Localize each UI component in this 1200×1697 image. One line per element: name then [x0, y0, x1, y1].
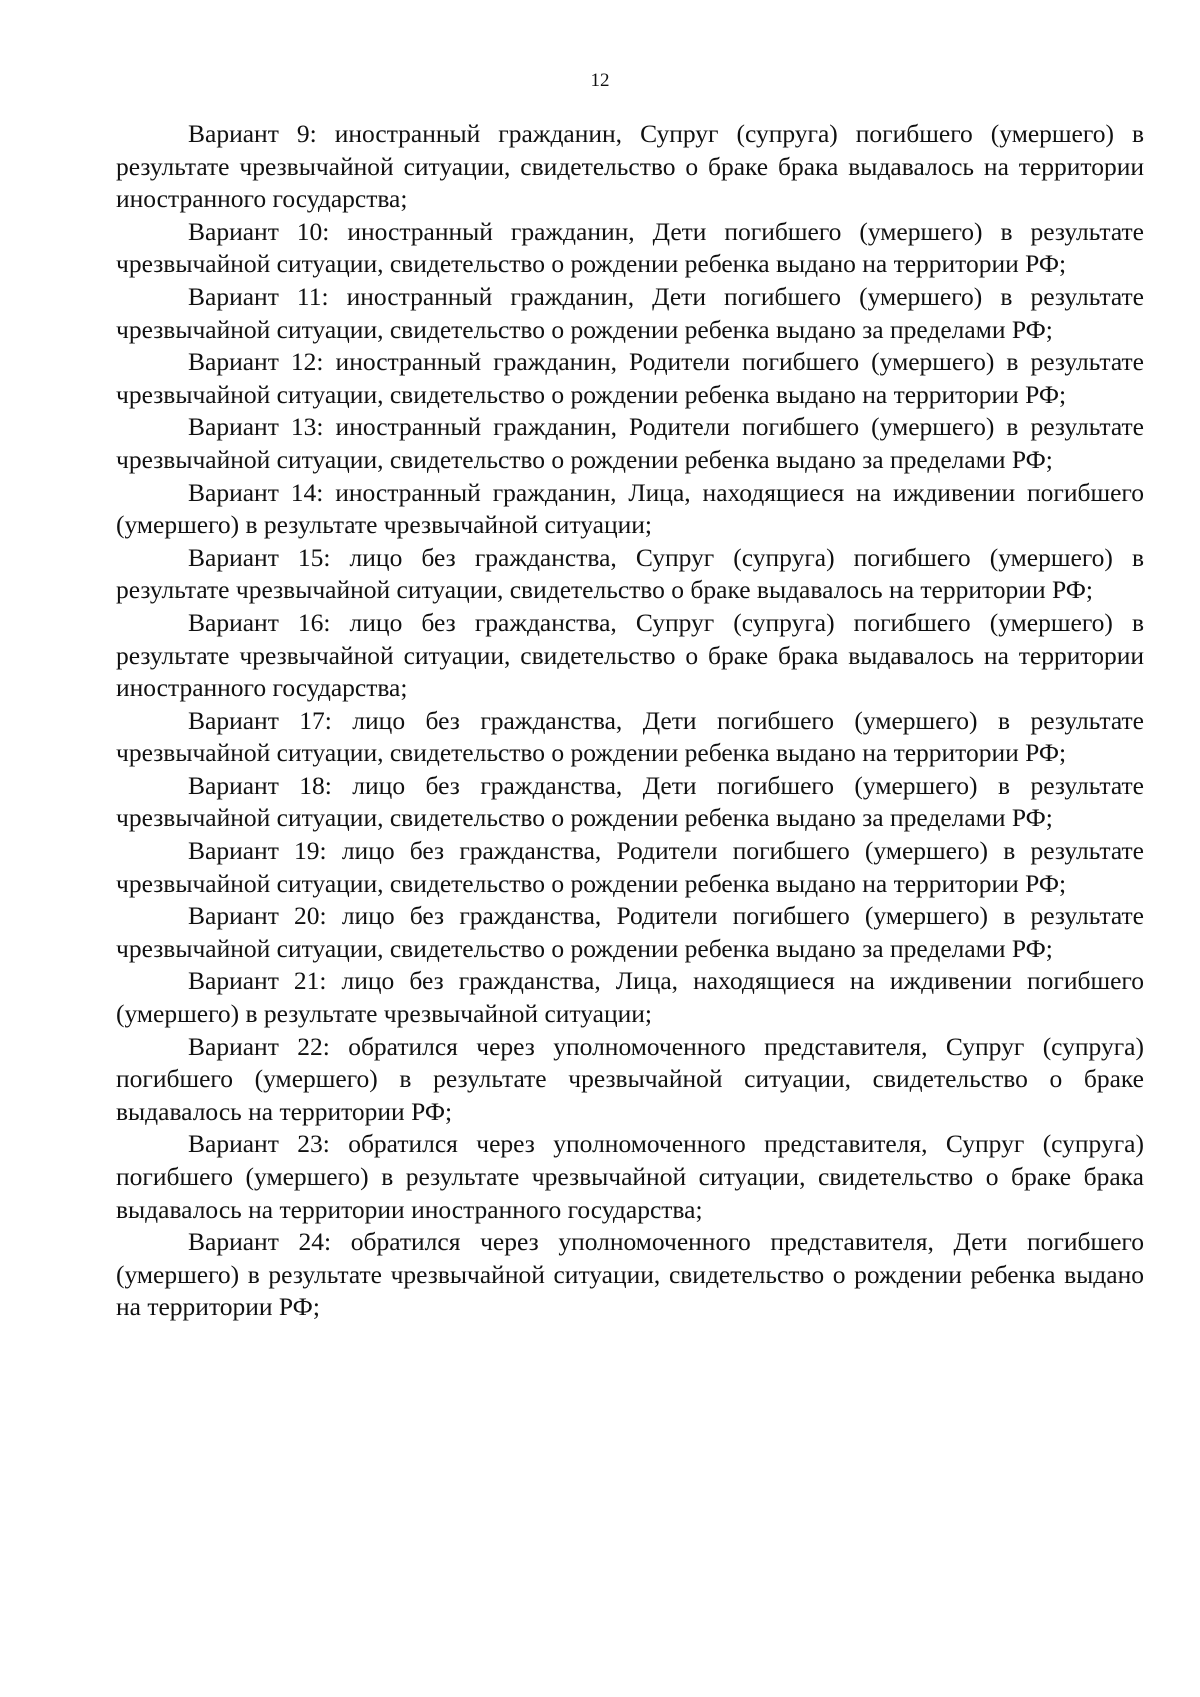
paragraph-variant-10: Вариант 10: иностранный гражданин, Дети погибшего (умершего) в результате чрезвычайной ситуации, свидетельство о рождении ребенка выдано на территории РФ;: [116, 216, 1144, 279]
paragraph-variant-20: Вариант 20: лицо без гражданства, Родители погибшего (умершего) в результате чрезвычайной ситуации, свидетельство о рождении ребенка выдано за пределами РФ;: [116, 901, 1144, 963]
paragraph-variant-22: Вариант 22: обратился через уполномоченного представителя, Супруг (супруга) погибшего (умершего) в результате чрезвычайной ситуации, свидетельство о браке выдавалось на территории РФ;: [116, 1031, 1144, 1126]
document-body: [116, 118, 1144, 1324]
page-number: 12: [590, 70, 610, 91]
paragraph-variant-13: Вариант 13: иностранный гражданин, Родители погибшего (умершего) в результате чрезвычайной ситуации, свидетельство о рождении ребенка выдано за пределами РФ;: [116, 412, 1144, 474]
paragraph-variant-19: Вариант 19: лицо без гражданства, Родители погибшего (умершего) в результате чрезвычайной ситуации, свидетельство о рождении ребенка выдано на территории РФ;: [116, 836, 1144, 898]
paragraph-variant-17: Вариант 17: лицо без гражданства, Дети погибшего (умершего) в результате чрезвычайной ситуации, свидетельство о рождении ребенка выдано на территории РФ;: [116, 705, 1144, 768]
paragraph-variant-12: Вариант 12: иностранный гражданин, Родители погибшего (умершего) в результате чрезвычайной ситуации, свидетельство о рождении ребенка выдано на территории РФ;: [116, 347, 1144, 409]
paragraph-variant-16: Вариант 16: лицо без гражданства, Супруг (супруга) погибшего (умершего) в результате чрезвычайной ситуации, свидетельство о браке брака выдавалось на территории иностранного государства;: [116, 607, 1144, 703]
paragraph-variant-21: Вариант 21: лицо без гражданства, Лица, находящиеся на иждивении погибшего (умершего) в результате чрезвычайной ситуации;: [116, 966, 1144, 1029]
paragraph-variant-14: Вариант 14: иностранный гражданин, Лица, находящиеся на иждивении погибшего (умершего) в результате чрезвычайной ситуации;: [116, 477, 1144, 540]
paragraph-variant-15: Вариант 15: лицо без гражданства, Супруг (супруга) погибшего (умершего) в результате чрезвычайной ситуации, свидетельство о браке выдавалось на территории РФ;: [116, 542, 1144, 605]
paragraph-variant-18: Вариант 18: лицо без гражданства, Дети погибшего (умершего) в результате чрезвычайной ситуации, свидетельство о рождении ребенка выдано за пределами РФ;: [116, 770, 1144, 833]
paragraph-variant-11: Вариант 11: иностранный гражданин, Дети погибшего (умершего) в результате чрезвычайной ситуации, свидетельство о рождении ребенка выдано за пределами РФ;: [116, 281, 1144, 344]
paragraph-variant-24: Вариант 24: обратился через уполномоченного представителя, Дети погибшего (умершего) в результате чрезвычайной ситуации, свидетельство о рождении ребенка выдано на территории РФ;: [116, 1227, 1144, 1322]
paragraph-variant-9: Вариант 9: иностранный гражданин, Супруг (супруга) погибшего (умершего) в результате чрезвычайной ситуации, свидетельство о браке брака выдавалось на территории иностранного государства;: [116, 119, 1144, 214]
paragraph-variant-23: Вариант 23: обратился через уполномоченного представителя, Супруг (супруга) погибшего (умершего) в результате чрезвычайной ситуации, свидетельство о браке брака выдавалось на территории иностранного государства;: [116, 1129, 1144, 1224]
